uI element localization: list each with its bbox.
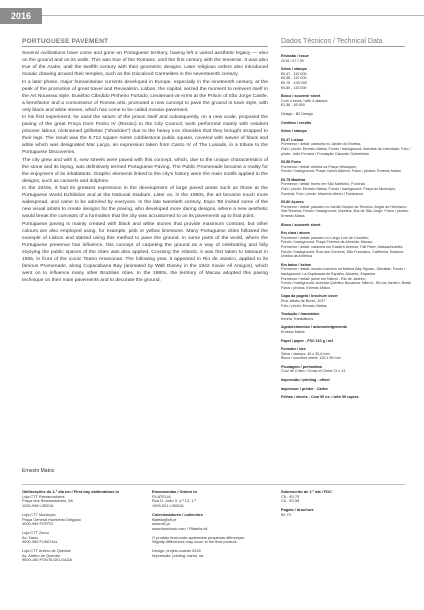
data-block xyxy=(281,395,411,400)
data-block xyxy=(281,200,411,218)
data-block xyxy=(281,178,411,196)
data-block xyxy=(152,536,272,545)
fdc-line: C5 - €0,75 xyxy=(281,493,300,499)
data-block-title: Capa da pagela / brochure cover xyxy=(281,294,338,299)
author-name: Ernesto Matos xyxy=(22,468,55,474)
data-block xyxy=(152,513,272,532)
technical-data-column xyxy=(281,54,411,404)
data-block xyxy=(281,112,411,117)
data-line: Foto / photo: Ernesto Matos xyxy=(281,303,327,308)
data-block-title: Selos / stamps xyxy=(281,67,307,72)
data-block xyxy=(281,160,411,174)
data-block xyxy=(281,138,411,156)
data-line: Fundo / background: Praça Carlos Alberto; Fotos / photos: Ernesto Matos xyxy=(281,169,401,174)
body-paragraph: In a later phase, major humanitarian currents developed in Europe, especially in the nineteenth century, at the peak of the promotion of great travel and Revivalism. Lisbon, the capital, seized the moment to reinvent itself in the Art Nouveau style. Eusébio Cândido Pinheiro Furtado, Lieutenant-at-Arms at the Prison of São Jorge Castle, a benefactor and a connoisseur of Roman arts, promoted a new concept to pave the ground in town style, with only black and white stones, which has come to be called mosaic-pavement. xyxy=(22,79,268,113)
data-block-title: Picotagem / perforation xyxy=(281,364,323,369)
data-line: Ernesto Matos xyxy=(281,329,305,334)
body-paragraph: Portuguese paving is mainly created with black and white stones that provide maximum contrast, but other colours are also employed using, for example, pink or yellow limestone. Many Portuguese cities followed the example of Lisbon and started using this method to pave the ground. In some parts of the world, where the Portuguese presence has influence, this concept of carpeting the ground as a way of celebrating and fully enjoying the public spaces of the cities was also applied. Crossing the Atlantic, it was first taken to Manaus in 1905, in front of the iconic Teatro Amazonas. The following year, it appeared in Rio de Janeiro, applied to its famous Promenade, along Copacabana Bay (animated by Walt Disney in the 1942 movie All Amigos), which went on to influence many other Brazilian cities. In the 1980s, the territory of Macau adopted this paving technique on their main pavements and to decorate the ground. xyxy=(22,221,268,283)
data-block xyxy=(281,365,411,374)
data-block-title: Formato / size xyxy=(281,347,306,352)
data-block-title: Agradecimentos / acknowledgements xyxy=(281,325,347,330)
footer-rule xyxy=(22,484,405,485)
side-header-rule xyxy=(281,46,405,47)
data-line: Foto / photo: Ernesto Matos; Fundo / background: Avenida da Liberdade; Foto / photo: João Ferrand / Fundação Calouste Gulbenkian xyxy=(281,146,411,156)
section-title: PORTUGUESE PAVEMENT xyxy=(22,38,109,45)
data-line: Design - B2 Design xyxy=(281,111,313,116)
data-block xyxy=(281,223,411,228)
data-line: €0,47 - 115 000 xyxy=(281,71,307,76)
data-line: 1999-001 LISBOA xyxy=(152,503,184,509)
data-line: Praça General Humberto Delgado xyxy=(22,516,81,522)
data-block-title: Em baixo / below xyxy=(281,262,311,267)
data-line: Kennis Translations xyxy=(281,316,314,321)
data-line: Rua Jalbão de Bonni, 2017 xyxy=(281,298,326,303)
data-line: Impressão: printing: cartor, sa xyxy=(152,552,204,558)
fdc-brochure-info xyxy=(281,490,405,522)
data-line: www.facebook.com / Filatelia.ctt xyxy=(152,525,208,531)
data-block xyxy=(281,312,411,321)
data-block-title: Bloco / souvenir sheet xyxy=(281,94,321,99)
orders-info xyxy=(152,490,272,562)
data-block xyxy=(281,378,411,383)
data-block xyxy=(22,490,122,509)
fdc-line: C6 - €0,58 xyxy=(281,498,300,504)
data-line: Selos / stamps: 40 x 30,6 mm xyxy=(281,351,330,356)
data-line: 2016 / 07 / 28 xyxy=(281,58,304,63)
data-block-title: Selos / stamps xyxy=(281,129,307,134)
body-paragraph: In his first experiment, he used the atrium of the prison itself and subsequently, on a new scale, proposed the paving of the great Praça Dom Pedro IV (Rossio) to the City Council, work performed mainly with resident prisoner labour, nicknamed grilhetas ("shackles") due to the heavy iron shackles that they brought strapped to their legs. The result was the 8,712 square metre cobblestone public square, covered with waves of black and white which was designated Mar Largo, an expression taken from Canto IV of The Lusiads, in a tribute to the Portuguese Discoveries. xyxy=(22,115,268,156)
data-line: Pormenor / detail: pássaro no Largo Luís de Camões; xyxy=(281,235,369,240)
first-day-obliterations xyxy=(22,490,122,567)
data-line: 9000-069 FUNCHAL xyxy=(22,539,58,545)
data-line: Bloco / souvenir sheet: 125 x 95 mm xyxy=(281,356,341,361)
data-line: Pormenor / detail: mundo marinho na Marina Bay Square, Gibraltar; Fundo / background: La Esplanada de España, Alicante, Espanha xyxy=(281,267,406,276)
data-line: Pormenor / detail: pássaro no Jardim Duque da Terceira, Angra do Heroísmo, Ilha Terceira; Fundo / background: Urzelina, Ilha de São Jorge; Fotos / photos: Ernesto Matos xyxy=(281,204,409,219)
data-block xyxy=(281,129,411,134)
data-line: FILATELIA xyxy=(152,493,171,499)
data-block-title: Créditos / credits xyxy=(281,120,312,125)
data-line: 4000-999 PORTO xyxy=(22,521,54,527)
data-line: Loja CTT Antero de Quental xyxy=(22,548,71,554)
data-block xyxy=(281,263,411,291)
main-text-column xyxy=(22,50,268,285)
brochure-line: €0,70 xyxy=(281,511,291,517)
data-line: €0,58 - 110 000 xyxy=(281,76,307,81)
brochure-block xyxy=(281,508,405,517)
data-line: www.ctt.pt xyxy=(152,521,170,527)
data-block-title: Em cima / above xyxy=(281,231,310,236)
data-line: Com 4 selos / with 4 stamps: xyxy=(281,98,329,103)
data-block-title: Obliterações do 1.º dia em / First day obliterations in xyxy=(22,489,119,494)
data-line: Loja CTT Restauradores xyxy=(22,493,65,499)
data-block-title: Tradução / translation xyxy=(281,312,320,317)
data-line: Design: projeto.cuanto 2016 xyxy=(152,548,201,554)
data-line: filatelia@ctt.pt xyxy=(152,516,177,522)
data-block xyxy=(281,387,411,392)
data-line: Av. Zarco xyxy=(22,534,39,540)
data-line: 1250-998 LISBOA xyxy=(22,503,54,509)
data-block-title: Emissão / issue xyxy=(281,54,309,58)
data-block xyxy=(281,294,411,308)
data-line: Pormenor / detail: peixe em Niterói - Rio de Janeiro; xyxy=(281,276,366,281)
body-paragraph: In the 1940s, it had its greatest expression in the development of large paved areas such as those at the Portuguese World Exhibition and at the National Stadium. Later on, in the 1960s, the art became much more widespread, and came to be admired by everyone. In the late twentieth century, Expo '98 invited some of the new visual artists to create designs for the paving, who developed more daring designs, where a new aesthetic would break the concepts of a formalism that the city was accustomed to on its pavements up to that point. xyxy=(22,186,268,220)
data-line: Rua D. João II, n.º 13, 1.º xyxy=(152,498,196,504)
data-block-title: €0,58 Porto xyxy=(281,160,301,165)
data-block xyxy=(281,67,411,90)
data-block-title: Papel / paper - FSC 110 g / m2 xyxy=(281,338,334,343)
data-line: Pormenor / detail: flores em São Martinho, Funchal; xyxy=(281,182,366,187)
data-block xyxy=(22,513,122,527)
data-block-title: Colecionadores / collectors xyxy=(152,511,203,517)
data-block xyxy=(22,549,122,563)
data-line: Fotos / photos: Ernesto Matos xyxy=(281,285,331,290)
technical-data-title: Dados Técnicos / Technical Data xyxy=(281,38,383,45)
data-block-title: Bloco / souvenir sheet xyxy=(281,222,321,227)
data-line: Pormenor / detail: caravela em Eastern Avenue, Fall River, Massachusetts; Fundo / background: Rua dos Correios, São Francisco, Califórnia, Estados Unidos da América xyxy=(281,245,404,259)
top-rule xyxy=(42,15,424,16)
brochure-title: Pagela / brochure xyxy=(281,507,314,513)
data-line: Fundo / background: Praça Ferreira de Almeida, Macau; xyxy=(281,240,373,245)
data-line: Pormenor / detail: estrela na Praça Velasquez; xyxy=(281,164,358,169)
data-line: Fundo / background: Avenida Quintino Bocaiúva, Niterói - Rio de Janeiro, Brasil xyxy=(281,281,411,286)
data-block-title: €0,80 Açores xyxy=(281,200,304,205)
fdc-block xyxy=(281,490,405,504)
data-line: 9500-160 PONTA DELGADA xyxy=(22,557,73,563)
data-block xyxy=(152,549,272,558)
data-line: Loja CTT Zarco xyxy=(22,529,49,535)
data-block-title: Impressão / printing - offset xyxy=(281,378,330,383)
data-line: Praça dos Restauradores, 58 xyxy=(22,498,73,504)
data-block-title: Impressor / printer - Cartor xyxy=(281,386,328,391)
data-line: Av. Antero de Quental xyxy=(22,552,60,558)
data-line: €1,58 - 45 000 xyxy=(281,103,305,108)
data-line: Foto / photo: Ernesto Matos; Fundo / background: Praça do Município, Funchal; Foto / photo: Maurício Abreu / Fotobanco xyxy=(281,187,396,196)
data-line: O produto final pode apresentar pequenas diferenças. xyxy=(152,534,246,540)
main-header-rule xyxy=(22,46,268,47)
data-block xyxy=(281,231,411,259)
header-row xyxy=(0,38,424,50)
body-paragraph: The city grew and with it, new streets were paved with this concept, which, due to the unique characteristics of the stone and its laying, was definitively termed Portuguese Paving. The Public Promenade became a reality for the enjoyment of its inhabitants. Graphic elements linked to the city's history were the main motifs applied in the designs, such as caravels and dolphins. xyxy=(22,157,268,184)
data-block xyxy=(152,490,272,509)
data-block xyxy=(281,339,411,344)
data-block xyxy=(281,54,411,63)
data-block xyxy=(22,531,122,545)
data-line: €0,75 - 135 000 xyxy=(281,80,307,85)
data-block-title: Folhas / sheets - Com 50 ex. / with 50 copies xyxy=(281,395,359,400)
data-line: €0,80 - 115 000 xyxy=(281,85,307,90)
body-paragraph: Several civilizations have come and gone on Portuguese territory, having left a varied aesthetic legacy — also on the ground and on its walls. This was true of the Romans, until the first century with the tesserae. It was also true of the Arabs, until the twelfth century with their geometric designs. Later religious orders also introduced mosaic drawing around their temples, such as the Discalced Carmelites in the seventeenth century. xyxy=(22,51,268,77)
data-block xyxy=(281,325,411,334)
data-block xyxy=(281,121,411,126)
data-block xyxy=(281,347,411,361)
data-block xyxy=(281,94,411,108)
data-line: Loja CTT Município xyxy=(22,511,56,517)
data-block-title: Encomendas / Orders to xyxy=(152,489,197,494)
data-line: Cruz de Cristo / Cross of Christ 13 x 13 xyxy=(281,369,346,374)
year-badge: 2016 xyxy=(0,8,42,24)
fdc-title: Sobrescrito de 1.º dia / FDC xyxy=(281,489,332,494)
data-line: Pormenor / detail: caravela no Jardim do Estrela; xyxy=(281,142,361,147)
data-block-title: €0,75 Madeira xyxy=(281,177,306,182)
data-line: Slightly differences may occur in the final product. xyxy=(152,539,238,545)
data-block-title: €0,47 Lisboa xyxy=(281,137,304,142)
